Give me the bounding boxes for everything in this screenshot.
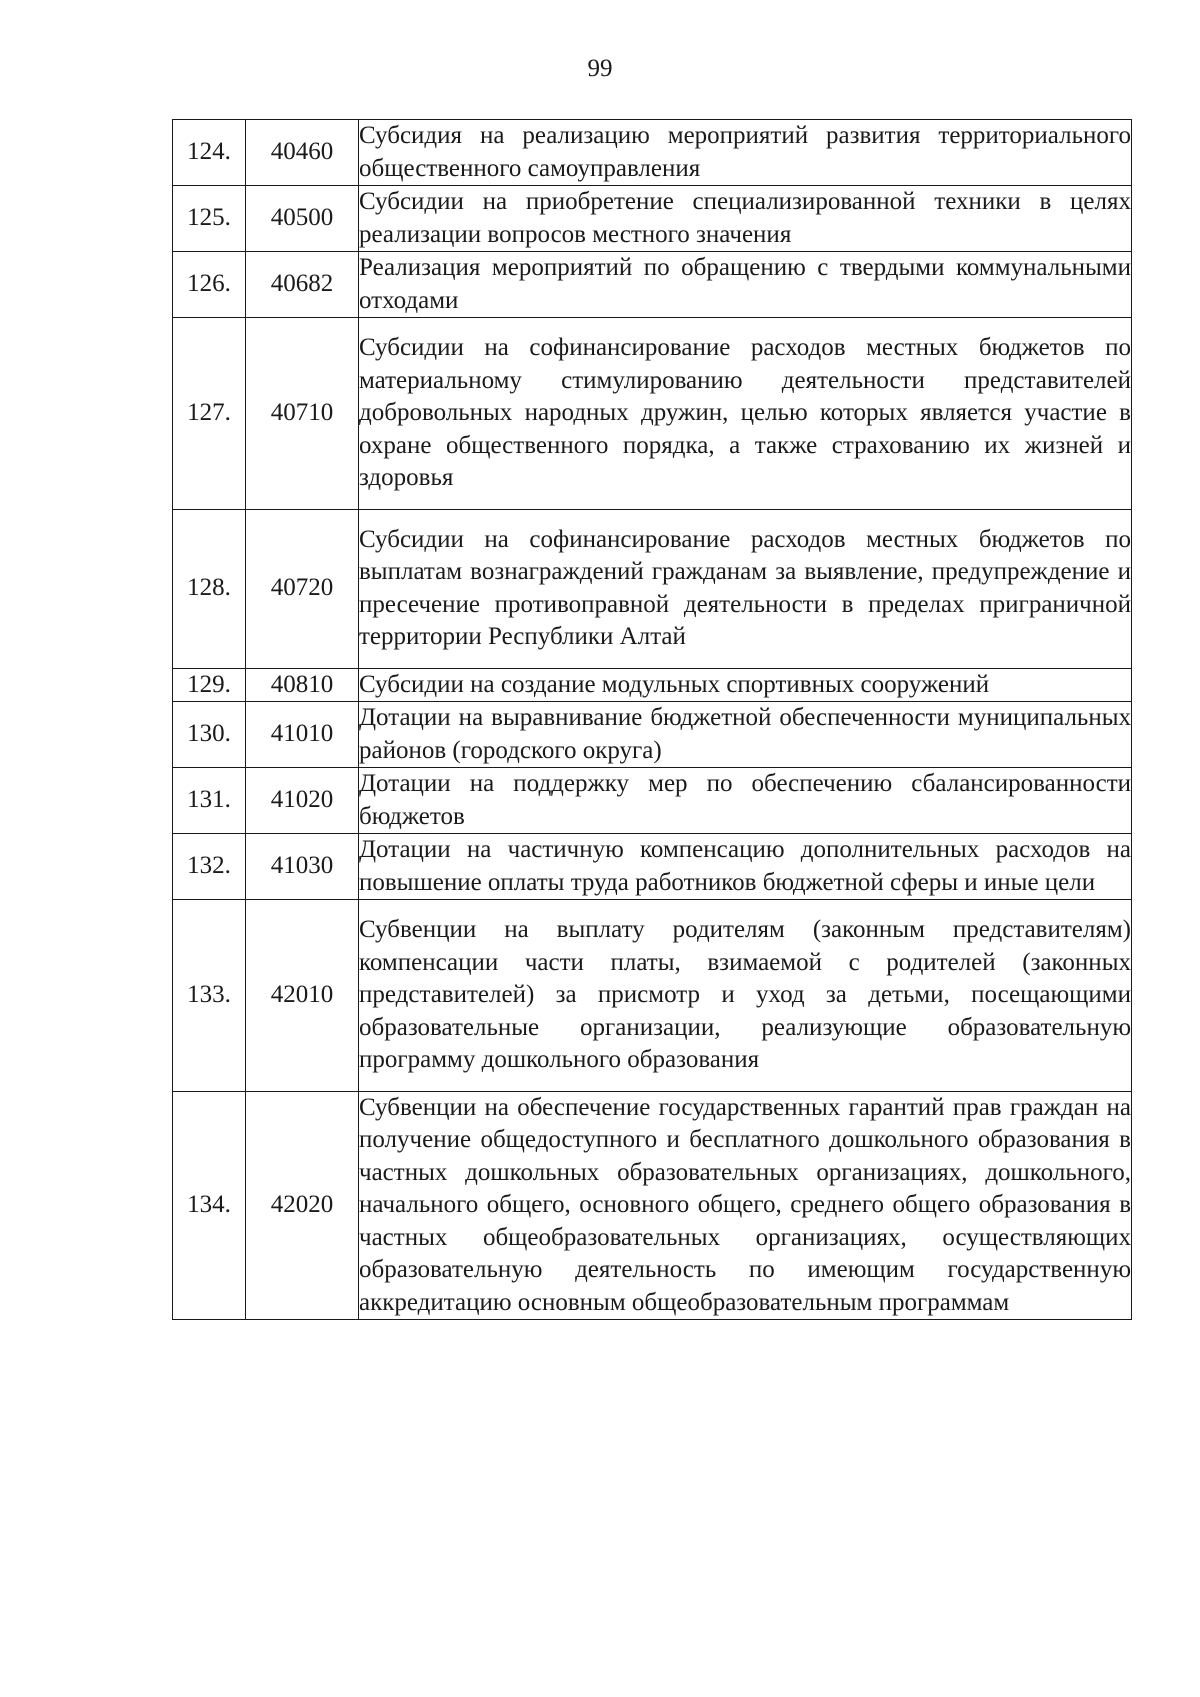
row-description: Реализация мероприятий по обращению с твердыми коммунальными отходами bbox=[359, 252, 1132, 318]
page-number: 99 bbox=[587, 55, 613, 82]
row-number: 129. bbox=[173, 668, 246, 702]
row-number: 131. bbox=[173, 768, 246, 834]
row-description: Субсидия на реализацию мероприятий развития территориального общественного самоуправления bbox=[359, 120, 1132, 186]
row-number: 128. bbox=[173, 509, 246, 668]
row-description: Дотации на частичную компенсацию дополнительных расходов на повышение оплаты труда работников бюджетной сферы и иные цели bbox=[359, 834, 1132, 900]
row-code: 41030 bbox=[246, 834, 359, 900]
table-row bbox=[173, 252, 1132, 318]
row-number: 130. bbox=[173, 702, 246, 768]
row-description: Субвенции на обеспечение государственных гарантий прав граждан на получение общедоступного и бесплатного дошкольного образования в частных дошкольных образовательных организациях, дошкольного, начального общего, основного общего, среднего общего образования в частных общеобразовательных организациях, осуществляющих образовательную деятельность по имеющим государственную аккредитацию основным общеобразовательным программам bbox=[359, 1091, 1132, 1320]
row-code: 40682 bbox=[246, 252, 359, 318]
table-row bbox=[173, 120, 1132, 186]
table-row bbox=[173, 768, 1132, 834]
row-description: Дотации на выравнивание бюджетной обеспеченности муниципальных районов (городского округа) bbox=[359, 702, 1132, 768]
table-row bbox=[173, 509, 1132, 668]
row-description: Субсидии на приобретение специализированной техники в целях реализации вопросов местного значения bbox=[359, 186, 1132, 252]
row-number: 124. bbox=[173, 120, 246, 186]
row-code: 40460 bbox=[246, 120, 359, 186]
row-description: Дотации на поддержку мер по обеспечению сбалансированности бюджетов bbox=[359, 768, 1132, 834]
row-description: Субсидии на софинансирование расходов местных бюджетов по материальному стимулированию деятельности представителей добровольных народных дружин, целью которых является участие в охране общественного порядка, а также страхованию их жизней и здоровья bbox=[359, 318, 1132, 510]
row-description: Субвенции на выплату родителям (законным представителям) компенсации части платы, взимаемой с родителей (законных представителей) за присмотр и уход за детьми, посещающими образовательные организации, реализующие образовательную программу дошкольного образования bbox=[359, 900, 1132, 1092]
row-code: 42010 bbox=[246, 900, 359, 1092]
table-row bbox=[173, 1091, 1132, 1320]
row-number: 125. bbox=[173, 186, 246, 252]
row-number: 127. bbox=[173, 318, 246, 510]
table-row bbox=[173, 668, 1132, 702]
row-number: 134. bbox=[173, 1091, 246, 1320]
table-row bbox=[173, 186, 1132, 252]
row-code: 41020 bbox=[246, 768, 359, 834]
budget-codes-table bbox=[172, 119, 1132, 1320]
row-number: 126. bbox=[173, 252, 246, 318]
table-row bbox=[173, 834, 1132, 900]
row-description: Субсидии на софинансирование расходов местных бюджетов по выплатам вознаграждений гражданам за выявление, предупреждение и пресечение противоправной деятельности в пределах приграничной территории Республики Алтай bbox=[359, 509, 1132, 668]
row-code: 41010 bbox=[246, 702, 359, 768]
row-description: Субсидии на создание модульных спортивных сооружений bbox=[359, 668, 1132, 702]
row-code: 40500 bbox=[246, 186, 359, 252]
row-code: 40720 bbox=[246, 509, 359, 668]
table-row bbox=[173, 900, 1132, 1092]
row-number: 133. bbox=[173, 900, 246, 1092]
row-number: 132. bbox=[173, 834, 246, 900]
table-row bbox=[173, 702, 1132, 768]
row-code: 40810 bbox=[246, 668, 359, 702]
row-code: 42020 bbox=[246, 1091, 359, 1320]
row-code: 40710 bbox=[246, 318, 359, 510]
table-row bbox=[173, 318, 1132, 510]
